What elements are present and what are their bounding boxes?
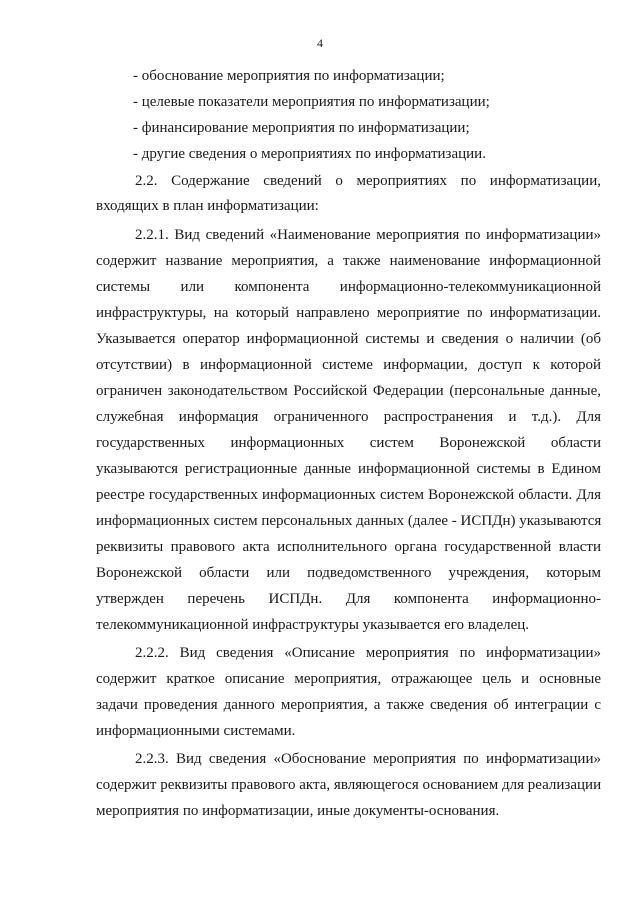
paragraph-line: содержит название мероприятия, а также наименование информационной	[96, 253, 601, 269]
paragraph-line: 2.2.1. Вид сведений «Наименование мероприятия по информатизации»	[135, 227, 601, 243]
paragraph-line: мероприятия по информатизации, иные документы-основания.	[96, 803, 500, 819]
paragraph-line: служебная информация ограниченного распространения и т.д.). Для	[96, 409, 601, 425]
paragraph-line: указываются регистрационные данные информационной системы в Едином	[96, 461, 601, 477]
paragraph-line: телекоммуникационной инфраструктуры указывается его владелец.	[96, 617, 530, 633]
bullet-item: - другие сведения о мероприятиях по информатизации.	[133, 146, 486, 162]
paragraph-line: реестре государственных информационных систем Воронежской области. Для	[96, 487, 601, 503]
paragraph-line: ограничен законодательством Российской Федерации (персональные данные,	[96, 383, 601, 399]
bullet-item: - финансирование мероприятия по информатизации;	[133, 120, 470, 136]
paragraph-line: Воронежской области или подведомственного учреждения, которым	[96, 565, 601, 581]
bullet-item: - целевые показатели мероприятия по информатизации;	[133, 94, 490, 110]
paragraph-line: системы или компонента информационно-телекоммуникационной	[96, 279, 601, 295]
paragraph-line: Указывается оператор информационной системы и сведения о наличии (об	[96, 331, 601, 347]
paragraph-line: информационных систем персональных данных (далее - ИСПДн) указываются	[96, 513, 602, 529]
paragraph-line: инфраструктуры, на который направлено мероприятие по информатизации.	[96, 305, 601, 321]
paragraph-line: 2.2.3. Вид сведения «Обоснование мероприятия по информатизации»	[135, 751, 601, 767]
paragraph-line: утвержден перечень ИСПДн. Для компонента информационно-	[96, 591, 601, 607]
paragraph-line: содержит реквизиты правового акта, являющегося основанием для реализации	[96, 777, 602, 793]
paragraph-line: государственных информационных систем Воронежской области	[96, 435, 601, 451]
paragraph-line: реквизиты правового акта исполнительного органа государственной власти	[96, 539, 601, 555]
bullet-item: - обоснование мероприятия по информатизации;	[133, 68, 445, 84]
section-2-2-heading-cont: входящих в план информатизации:	[96, 198, 319, 214]
paragraph-line: отсутствии) в информационной системе информации, доступ к которой	[96, 357, 601, 373]
paragraph-line: задачи проведения данного мероприятия, а также сведения об интеграции с	[96, 697, 601, 713]
paragraph-line: содержит краткое описание мероприятия, отражающее цель и основные	[96, 671, 601, 687]
paragraph-line: информационными системами.	[96, 723, 296, 739]
page-number: 4	[317, 36, 323, 50]
paragraph-line: 2.2.2. Вид сведения «Описание мероприятия по информатизации»	[135, 645, 601, 661]
section-2-2-heading: 2.2. Содержание сведений о мероприятиях по информатизации,	[135, 173, 601, 189]
